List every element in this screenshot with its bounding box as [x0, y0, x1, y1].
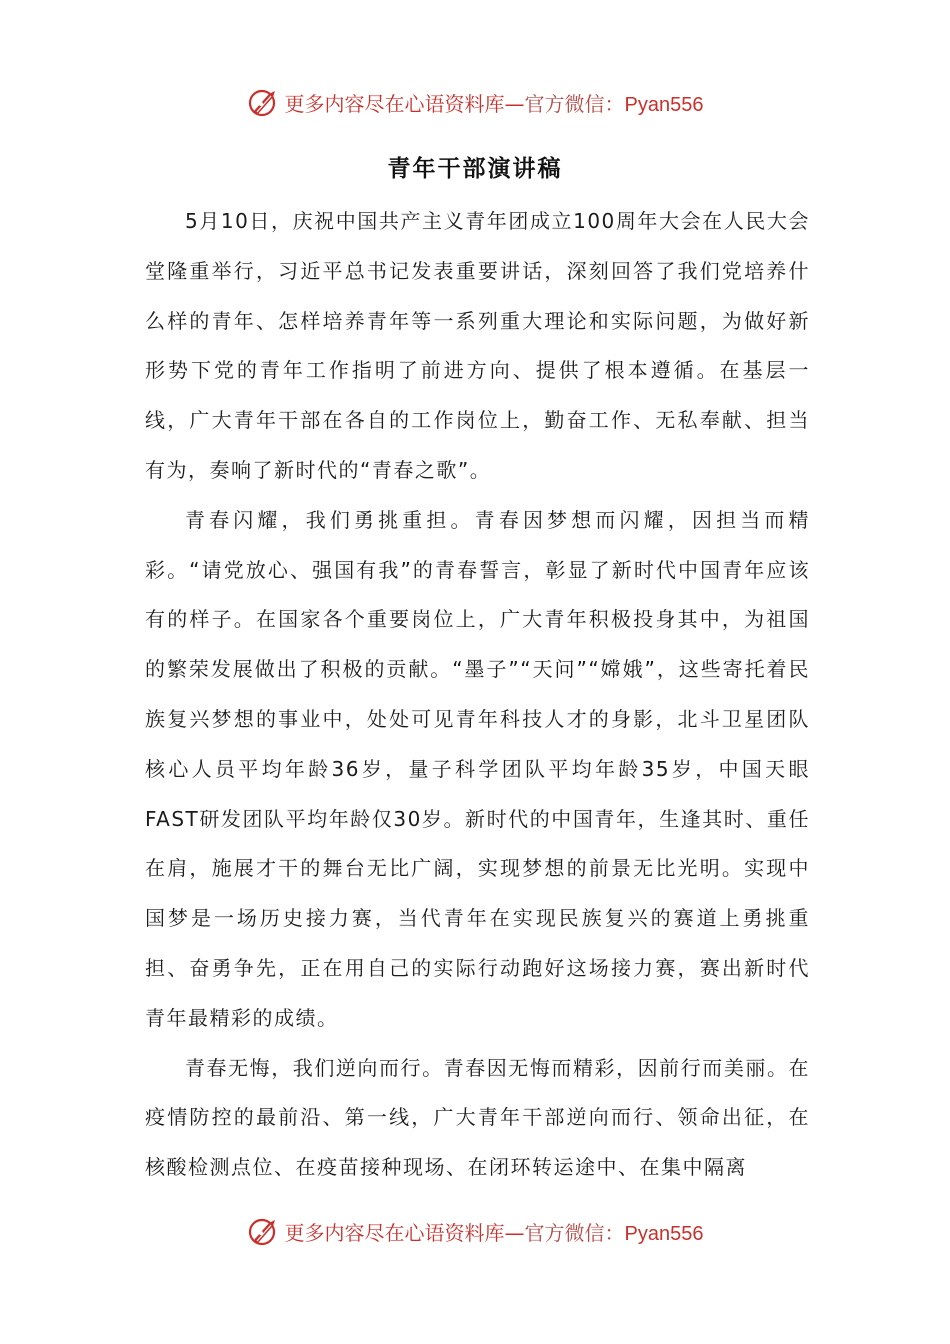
- pen-nib-logo-icon: [247, 85, 281, 119]
- watermark-wechat-label: 官方微信：: [524, 1220, 625, 1245]
- watermark-site-text: 更多内容尽在心语资料库: [284, 1220, 505, 1245]
- watermark-wechat-label: 官方微信：: [524, 91, 625, 116]
- watermark-wechat-id: Pyan556: [624, 93, 704, 116]
- watermark-text: [285, 88, 704, 117]
- watermark-dash: —: [504, 1220, 525, 1245]
- watermark-text: [285, 1217, 704, 1246]
- watermark-dash: —: [504, 91, 525, 116]
- paragraph-1: 5月10日，庆祝中国共产主义青年团成立100周年大会在人民大会堂隆重举行，习近平总书记发表重要讲话，深刻回答了我们党培养什么样的青年、怎样培养青年等一系列重大理论和实际问题，为做好新形势下党的青年工作指明了前进方向、提供了根本遵循。在基层一线，广大青年干部在各自的工作岗位上，勤奋工作、无私奉献、担当有为，奏响了新时代的“青春之歌”。: [145, 209, 810, 482]
- watermark-banner-top: [0, 82, 950, 122]
- paragraph-3: 青春无悔，我们逆向而行。青春因无悔而精彩，因前行而美丽。在疫情防控的最前沿、第一线，广大青年干部逆向而行、领命出征，在核酸检测点位、在疫苗接种现场、在闭环转运途中、在集中隔离: [145, 1055, 810, 1180]
- pen-nib-logo-icon: [247, 1214, 281, 1248]
- watermark-wechat-id: Pyan556: [624, 1222, 704, 1245]
- document-title: 青年干部演讲稿: [387, 156, 563, 182]
- document-body: [145, 197, 810, 1193]
- watermark-site-text: 更多内容尽在心语资料库: [284, 91, 505, 116]
- watermark-banner-bottom: [0, 1211, 950, 1251]
- paragraph-2: 青春闪耀，我们勇挑重担。青春因梦想而闪耀，因担当而精彩。“请党放心、强国有我”的青春誓言，彰显了新时代中国青年应该有的样子。在国家各个重要岗位上，广大青年积极投身其中，为祖国的繁荣发展做出了积极的贡献。“墨子”“天问”“嫦娥”，这些寄托着民族复兴梦想的事业中，处处可见青年科技人才的身影，北斗卫星团队核心人员平均年龄36岁，量子科学团队平均年龄35岁，中国天眼FAST研发团队平均年龄仅30岁。新时代的中国青年，生逢其时、重任在肩，施展才干的舞台无比广阔，实现梦想的前景无比光明。实现中国梦是一场历史接力赛，当代青年在实现民族复兴的赛道上勇挑重担、奋勇争先，正在用自己的实际行动跑好这场接力赛，赛出新时代青年最精彩的成绩。: [145, 507, 810, 1030]
